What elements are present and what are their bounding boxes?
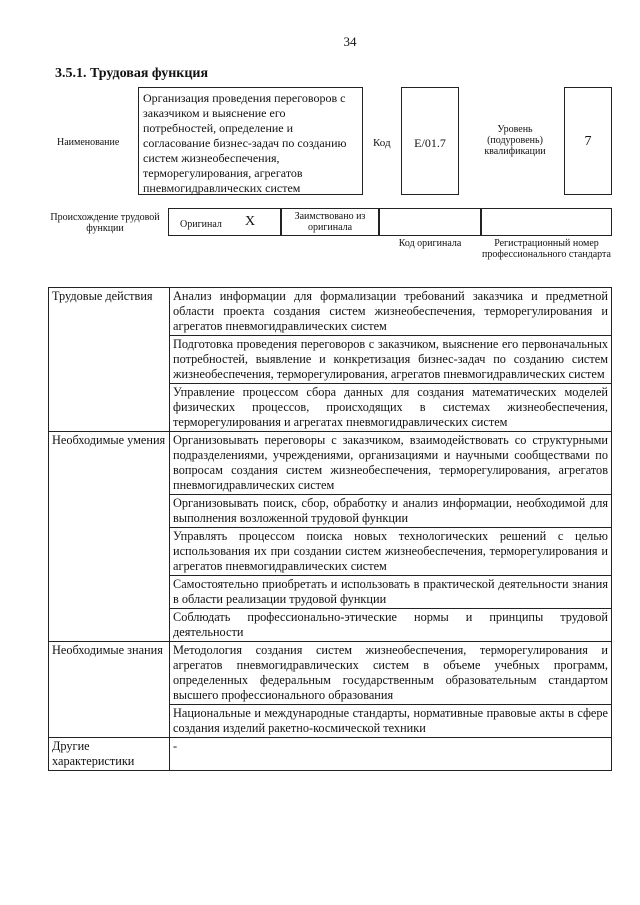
code-box: E/01.7 <box>401 87 459 195</box>
code-label: Код <box>373 137 391 149</box>
description-cell: Организовывать переговоры с заказчиком, взаимодействовать со структурными подразделениями, учреждениями, организациями и научными сообществами по вопросам создания систем жизнеобеспечения, терморегулирования, агрегатов пневмогидравлических систем <box>170 432 612 495</box>
description-cell: Самостоятельно приобретать и использовать в практической деятельности знания в области реализации трудовой функции <box>170 576 612 609</box>
code-original-label: Код оригинала <box>398 238 462 249</box>
page-number: 34 <box>343 34 357 49</box>
borrowed-cell: Заимствовано из оригинала <box>281 208 379 236</box>
description-cell: Национальные и международные стандарты, нормативные правовые акты в сфере создания изделий ракетно-космической техники <box>170 705 612 738</box>
original-mark: X <box>245 214 256 229</box>
description-cell: Управлять процессом поиска новых технологических решений с целью использования их при создании систем жизнеобеспечения, терморегулирования и агрегатов пневмогидравлических систем <box>170 528 612 576</box>
description-cell: Анализ информации для формализации требований заказчика и предметной области проекта создания систем жизнеобеспечения, терморегулирования и агрегатов пневмогидравлических систем <box>170 288 612 336</box>
name-label: Наименование <box>57 137 120 148</box>
qualification-level-box: 7 <box>564 87 612 195</box>
table-row <box>49 642 612 705</box>
function-details-table <box>48 287 612 771</box>
description-cell: Подготовка проведения переговоров с заказчиком, выяснение его первоначальных потребностей, выявление и конкретизация бизнес-задач по созданию систем жизнеобеспечения, терморегулирования, агрегатов пневмогидравлических систем <box>170 336 612 384</box>
function-name-box: Организация проведения переговоров с заказчиком и выяснение его потребностей, определение и согласование бизнес-задач по созданию систем жизнеобеспечения, терморегулирования, агрегатов пневмогидравлических систем <box>138 87 363 195</box>
section-title: 3.5.1. Трудовая функция <box>55 66 209 81</box>
description-cell: Соблюдать профессионально-этические нормы и принципы трудовой деятельности <box>170 609 612 642</box>
code-original-cell <box>379 208 481 236</box>
description-cell: - <box>170 738 612 771</box>
reg-number-label: Регистрационный номер профессионального стандарта <box>482 238 611 260</box>
category-cell: Необходимые знания <box>49 642 170 738</box>
category-cell: Необходимые умения <box>49 432 170 642</box>
category-cell: Трудовые действия <box>49 288 170 432</box>
table-row <box>49 432 612 495</box>
category-cell: Другие характеристики <box>49 738 170 771</box>
original-label: Оригинал <box>180 219 222 230</box>
origin-label: Происхождение трудовой функции <box>50 212 160 234</box>
reg-number-cell <box>481 208 612 236</box>
table-row <box>49 288 612 336</box>
description-cell: Управление процессом сбора данных для создания математических моделей физических процессов, происходящих в системах жизнеобеспечения, терморегулирования и агрегатах пневмогидравлических систем <box>170 384 612 432</box>
description-cell: Организовывать поиск, сбор, обработку и анализ информации, необходимой для выполнения возложенной трудовой функции <box>170 495 612 528</box>
description-cell: Методология создания систем жизнеобеспечения, терморегулирования и агрегатов пневмогидравлических систем в объеме учебных программ, определенных федеральным государственным образовательным стандартом высшего профессионального образования <box>170 642 612 705</box>
qualification-level-label: Уровень (подуровень) квалификации <box>484 124 546 157</box>
table-row <box>49 738 612 771</box>
